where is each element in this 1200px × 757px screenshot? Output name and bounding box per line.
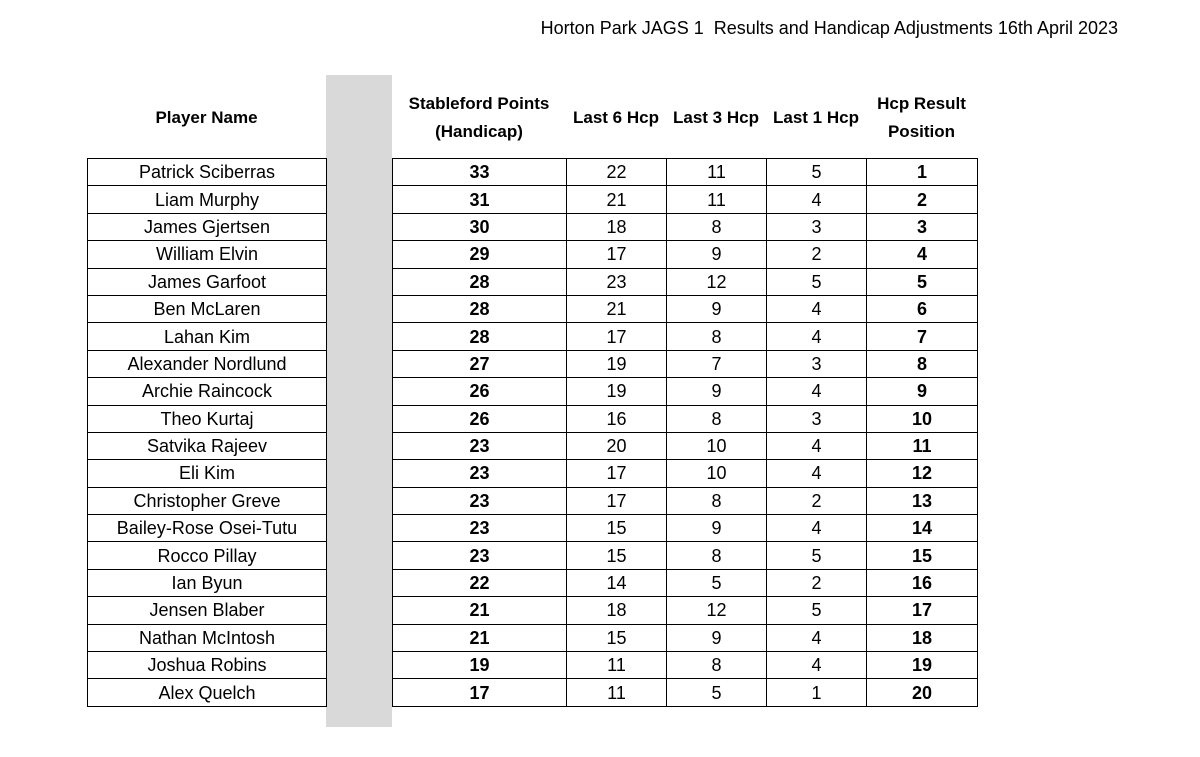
header-hcp-result-line1: Hcp Result bbox=[877, 94, 966, 113]
stableford-points-cell: 28 bbox=[393, 295, 567, 322]
last-1-hcp-cell: 4 bbox=[767, 378, 867, 405]
player-name-cell: Joshua Robins bbox=[88, 652, 327, 679]
player-name-cell: James Gjertsen bbox=[88, 213, 327, 240]
result-row bbox=[393, 186, 978, 213]
last-3-hcp-cell: 8 bbox=[667, 542, 767, 569]
hcp-result-position-cell: 10 bbox=[867, 405, 978, 432]
last-1-hcp-cell: 2 bbox=[767, 241, 867, 268]
last-1-hcp-cell: 4 bbox=[767, 515, 867, 542]
player-name-row bbox=[88, 597, 327, 624]
last-3-hcp-cell: 12 bbox=[667, 597, 767, 624]
stableford-points-cell: 22 bbox=[393, 569, 567, 596]
stableford-points-cell: 27 bbox=[393, 350, 567, 377]
last-3-hcp-cell: 8 bbox=[667, 487, 767, 514]
last-3-hcp-cell: 10 bbox=[667, 460, 767, 487]
last-1-hcp-cell: 3 bbox=[767, 350, 867, 377]
last-3-hcp-cell: 9 bbox=[667, 515, 767, 542]
player-name-cell: Alexander Nordlund bbox=[88, 350, 327, 377]
player-name-cell: Christopher Greve bbox=[88, 487, 327, 514]
player-name-cell: Eli Kim bbox=[88, 460, 327, 487]
player-name-row bbox=[88, 624, 327, 651]
player-name-row bbox=[88, 652, 327, 679]
player-name-cell: Patrick Sciberras bbox=[88, 159, 327, 186]
last-1-hcp-cell: 4 bbox=[767, 460, 867, 487]
player-name-row bbox=[88, 241, 327, 268]
hcp-result-position-cell: 15 bbox=[867, 542, 978, 569]
last-6-hcp-cell: 18 bbox=[567, 597, 667, 624]
player-name-cell: Archie Raincock bbox=[88, 378, 327, 405]
last-6-hcp-cell: 17 bbox=[567, 460, 667, 487]
last-6-hcp-cell: 16 bbox=[567, 405, 667, 432]
result-row bbox=[393, 515, 978, 542]
player-name-row bbox=[88, 378, 327, 405]
player-name-row bbox=[88, 569, 327, 596]
player-name-cell: Theo Kurtaj bbox=[88, 405, 327, 432]
result-row bbox=[393, 624, 978, 651]
last-6-hcp-cell: 22 bbox=[567, 159, 667, 186]
stableford-points-cell: 26 bbox=[393, 378, 567, 405]
result-row bbox=[393, 159, 978, 186]
last-1-hcp-cell: 2 bbox=[767, 487, 867, 514]
hcp-result-position-cell: 11 bbox=[867, 432, 978, 459]
result-row bbox=[393, 213, 978, 240]
player-name-cell: Ben McLaren bbox=[88, 295, 327, 322]
result-row bbox=[393, 432, 978, 459]
hcp-result-position-cell: 1 bbox=[867, 159, 978, 186]
player-name-cell: James Garfoot bbox=[88, 268, 327, 295]
stableford-points-cell: 26 bbox=[393, 405, 567, 432]
last-3-hcp-cell: 5 bbox=[667, 679, 767, 706]
last-1-hcp-cell: 4 bbox=[767, 186, 867, 213]
result-row bbox=[393, 405, 978, 432]
result-row bbox=[393, 241, 978, 268]
result-row bbox=[393, 569, 978, 596]
last-3-hcp-cell: 5 bbox=[667, 569, 767, 596]
player-name-row bbox=[88, 350, 327, 377]
header-last-6-hcp-label: Last 6 Hcp bbox=[573, 108, 659, 127]
hcp-result-position-cell: 2 bbox=[867, 186, 978, 213]
gray-spacer-column bbox=[326, 75, 392, 727]
stableford-points-cell: 23 bbox=[393, 542, 567, 569]
hcp-result-position-cell: 4 bbox=[867, 241, 978, 268]
stableford-points-cell: 30 bbox=[393, 213, 567, 240]
hcp-result-position-cell: 14 bbox=[867, 515, 978, 542]
last-3-hcp-cell: 8 bbox=[667, 405, 767, 432]
player-name-cell: Rocco Pillay bbox=[88, 542, 327, 569]
player-name-cell: Lahan Kim bbox=[88, 323, 327, 350]
last-6-hcp-cell: 11 bbox=[567, 652, 667, 679]
hcp-result-position-cell: 7 bbox=[867, 323, 978, 350]
stableford-points-cell: 28 bbox=[393, 268, 567, 295]
last-6-hcp-cell: 19 bbox=[567, 350, 667, 377]
player-name-cell: Liam Murphy bbox=[88, 186, 327, 213]
hcp-result-position-cell: 3 bbox=[867, 213, 978, 240]
last-3-hcp-cell: 8 bbox=[667, 652, 767, 679]
result-row bbox=[393, 268, 978, 295]
last-1-hcp-cell: 4 bbox=[767, 652, 867, 679]
player-name-cell: William Elvin bbox=[88, 241, 327, 268]
hcp-result-position-cell: 13 bbox=[867, 487, 978, 514]
hcp-result-position-cell: 12 bbox=[867, 460, 978, 487]
player-name-row bbox=[88, 323, 327, 350]
last-6-hcp-cell: 17 bbox=[567, 323, 667, 350]
last-1-hcp-cell: 2 bbox=[767, 569, 867, 596]
last-6-hcp-cell: 18 bbox=[567, 213, 667, 240]
player-name-row bbox=[88, 213, 327, 240]
result-row bbox=[393, 378, 978, 405]
player-names-table bbox=[87, 158, 327, 707]
results-table bbox=[392, 158, 978, 707]
header-stableford-points bbox=[392, 88, 566, 148]
stableford-points-cell: 21 bbox=[393, 597, 567, 624]
result-row bbox=[393, 597, 978, 624]
hcp-result-position-cell: 17 bbox=[867, 597, 978, 624]
last-6-hcp-cell: 17 bbox=[567, 241, 667, 268]
last-6-hcp-cell: 21 bbox=[567, 186, 667, 213]
player-name-row bbox=[88, 295, 327, 322]
last-1-hcp-cell: 5 bbox=[767, 159, 867, 186]
stableford-points-cell: 17 bbox=[393, 679, 567, 706]
last-3-hcp-cell: 10 bbox=[667, 432, 767, 459]
stableford-points-cell: 23 bbox=[393, 515, 567, 542]
header-last-3-hcp-label: Last 3 Hcp bbox=[673, 108, 759, 127]
player-name-row bbox=[88, 268, 327, 295]
player-name-cell: Satvika Rajeev bbox=[88, 432, 327, 459]
last-6-hcp-cell: 23 bbox=[567, 268, 667, 295]
player-name-row bbox=[88, 542, 327, 569]
player-name-cell: Bailey-Rose Osei-Tutu bbox=[88, 515, 327, 542]
player-name-cell: Alex Quelch bbox=[88, 679, 327, 706]
player-name-row bbox=[88, 515, 327, 542]
page-title: Horton Park JAGS 1 Results and Handicap Adjustments 16th April 2023 bbox=[540, 18, 1118, 38]
player-name-row bbox=[88, 487, 327, 514]
player-name-cell: Jensen Blaber bbox=[88, 597, 327, 624]
last-1-hcp-cell: 5 bbox=[767, 542, 867, 569]
result-row bbox=[393, 487, 978, 514]
result-row bbox=[393, 652, 978, 679]
last-3-hcp-cell: 9 bbox=[667, 378, 767, 405]
stableford-points-cell: 31 bbox=[393, 186, 567, 213]
result-row bbox=[393, 679, 978, 706]
header-stableford-line1: Stableford Points bbox=[408, 94, 550, 113]
last-1-hcp-cell: 4 bbox=[767, 295, 867, 322]
last-1-hcp-cell: 3 bbox=[767, 405, 867, 432]
header-last-1-hcp-label: Last 1 Hcp bbox=[773, 108, 859, 127]
hcp-result-position-cell: 6 bbox=[867, 295, 978, 322]
result-row bbox=[393, 460, 978, 487]
header-stableford-line2: (Handicap) bbox=[435, 122, 523, 141]
header-player-name-label: Player Name bbox=[155, 108, 258, 127]
stableford-points-cell: 23 bbox=[393, 432, 567, 459]
last-1-hcp-cell: 3 bbox=[767, 213, 867, 240]
last-1-hcp-cell: 4 bbox=[767, 432, 867, 459]
stableford-points-cell: 21 bbox=[393, 624, 567, 651]
header-player-name bbox=[87, 90, 326, 146]
last-3-hcp-cell: 12 bbox=[667, 268, 767, 295]
last-6-hcp-cell: 11 bbox=[567, 679, 667, 706]
last-3-hcp-cell: 7 bbox=[667, 350, 767, 377]
result-row bbox=[393, 295, 978, 322]
stableford-points-cell: 23 bbox=[393, 487, 567, 514]
result-row bbox=[393, 323, 978, 350]
player-name-row bbox=[88, 405, 327, 432]
last-6-hcp-cell: 21 bbox=[567, 295, 667, 322]
last-3-hcp-cell: 8 bbox=[667, 213, 767, 240]
hcp-result-position-cell: 16 bbox=[867, 569, 978, 596]
last-1-hcp-cell: 1 bbox=[767, 679, 867, 706]
header-last-6-hcp bbox=[566, 90, 666, 146]
player-name-cell: Nathan McIntosh bbox=[88, 624, 327, 651]
stableford-points-cell: 19 bbox=[393, 652, 567, 679]
last-1-hcp-cell: 5 bbox=[767, 268, 867, 295]
last-6-hcp-cell: 17 bbox=[567, 487, 667, 514]
hcp-result-position-cell: 8 bbox=[867, 350, 978, 377]
stableford-points-cell: 28 bbox=[393, 323, 567, 350]
last-3-hcp-cell: 11 bbox=[667, 159, 767, 186]
header-last-1-hcp bbox=[766, 90, 866, 146]
hcp-result-position-cell: 20 bbox=[867, 679, 978, 706]
player-name-cell: Ian Byun bbox=[88, 569, 327, 596]
stableford-points-cell: 23 bbox=[393, 460, 567, 487]
player-name-row bbox=[88, 460, 327, 487]
last-3-hcp-cell: 9 bbox=[667, 295, 767, 322]
stableford-points-cell: 29 bbox=[393, 241, 567, 268]
hcp-result-position-cell: 9 bbox=[867, 378, 978, 405]
player-name-row bbox=[88, 186, 327, 213]
last-3-hcp-cell: 9 bbox=[667, 241, 767, 268]
result-row bbox=[393, 350, 978, 377]
last-6-hcp-cell: 15 bbox=[567, 515, 667, 542]
header-hcp-result-line2: Position bbox=[887, 122, 956, 141]
header-last-3-hcp bbox=[666, 90, 766, 146]
hcp-result-position-cell: 19 bbox=[867, 652, 978, 679]
header-hcp-result-position bbox=[866, 88, 977, 148]
last-3-hcp-cell: 9 bbox=[667, 624, 767, 651]
hcp-result-position-cell: 5 bbox=[867, 268, 978, 295]
player-name-row bbox=[88, 159, 327, 186]
result-row bbox=[393, 542, 978, 569]
last-6-hcp-cell: 19 bbox=[567, 378, 667, 405]
last-1-hcp-cell: 4 bbox=[767, 624, 867, 651]
last-6-hcp-cell: 15 bbox=[567, 624, 667, 651]
last-3-hcp-cell: 8 bbox=[667, 323, 767, 350]
last-1-hcp-cell: 4 bbox=[767, 323, 867, 350]
last-6-hcp-cell: 15 bbox=[567, 542, 667, 569]
hcp-result-position-cell: 18 bbox=[867, 624, 978, 651]
last-3-hcp-cell: 11 bbox=[667, 186, 767, 213]
last-1-hcp-cell: 5 bbox=[767, 597, 867, 624]
player-name-row bbox=[88, 679, 327, 706]
stableford-points-cell: 33 bbox=[393, 159, 567, 186]
player-name-row bbox=[88, 432, 327, 459]
last-6-hcp-cell: 14 bbox=[567, 569, 667, 596]
last-6-hcp-cell: 20 bbox=[567, 432, 667, 459]
